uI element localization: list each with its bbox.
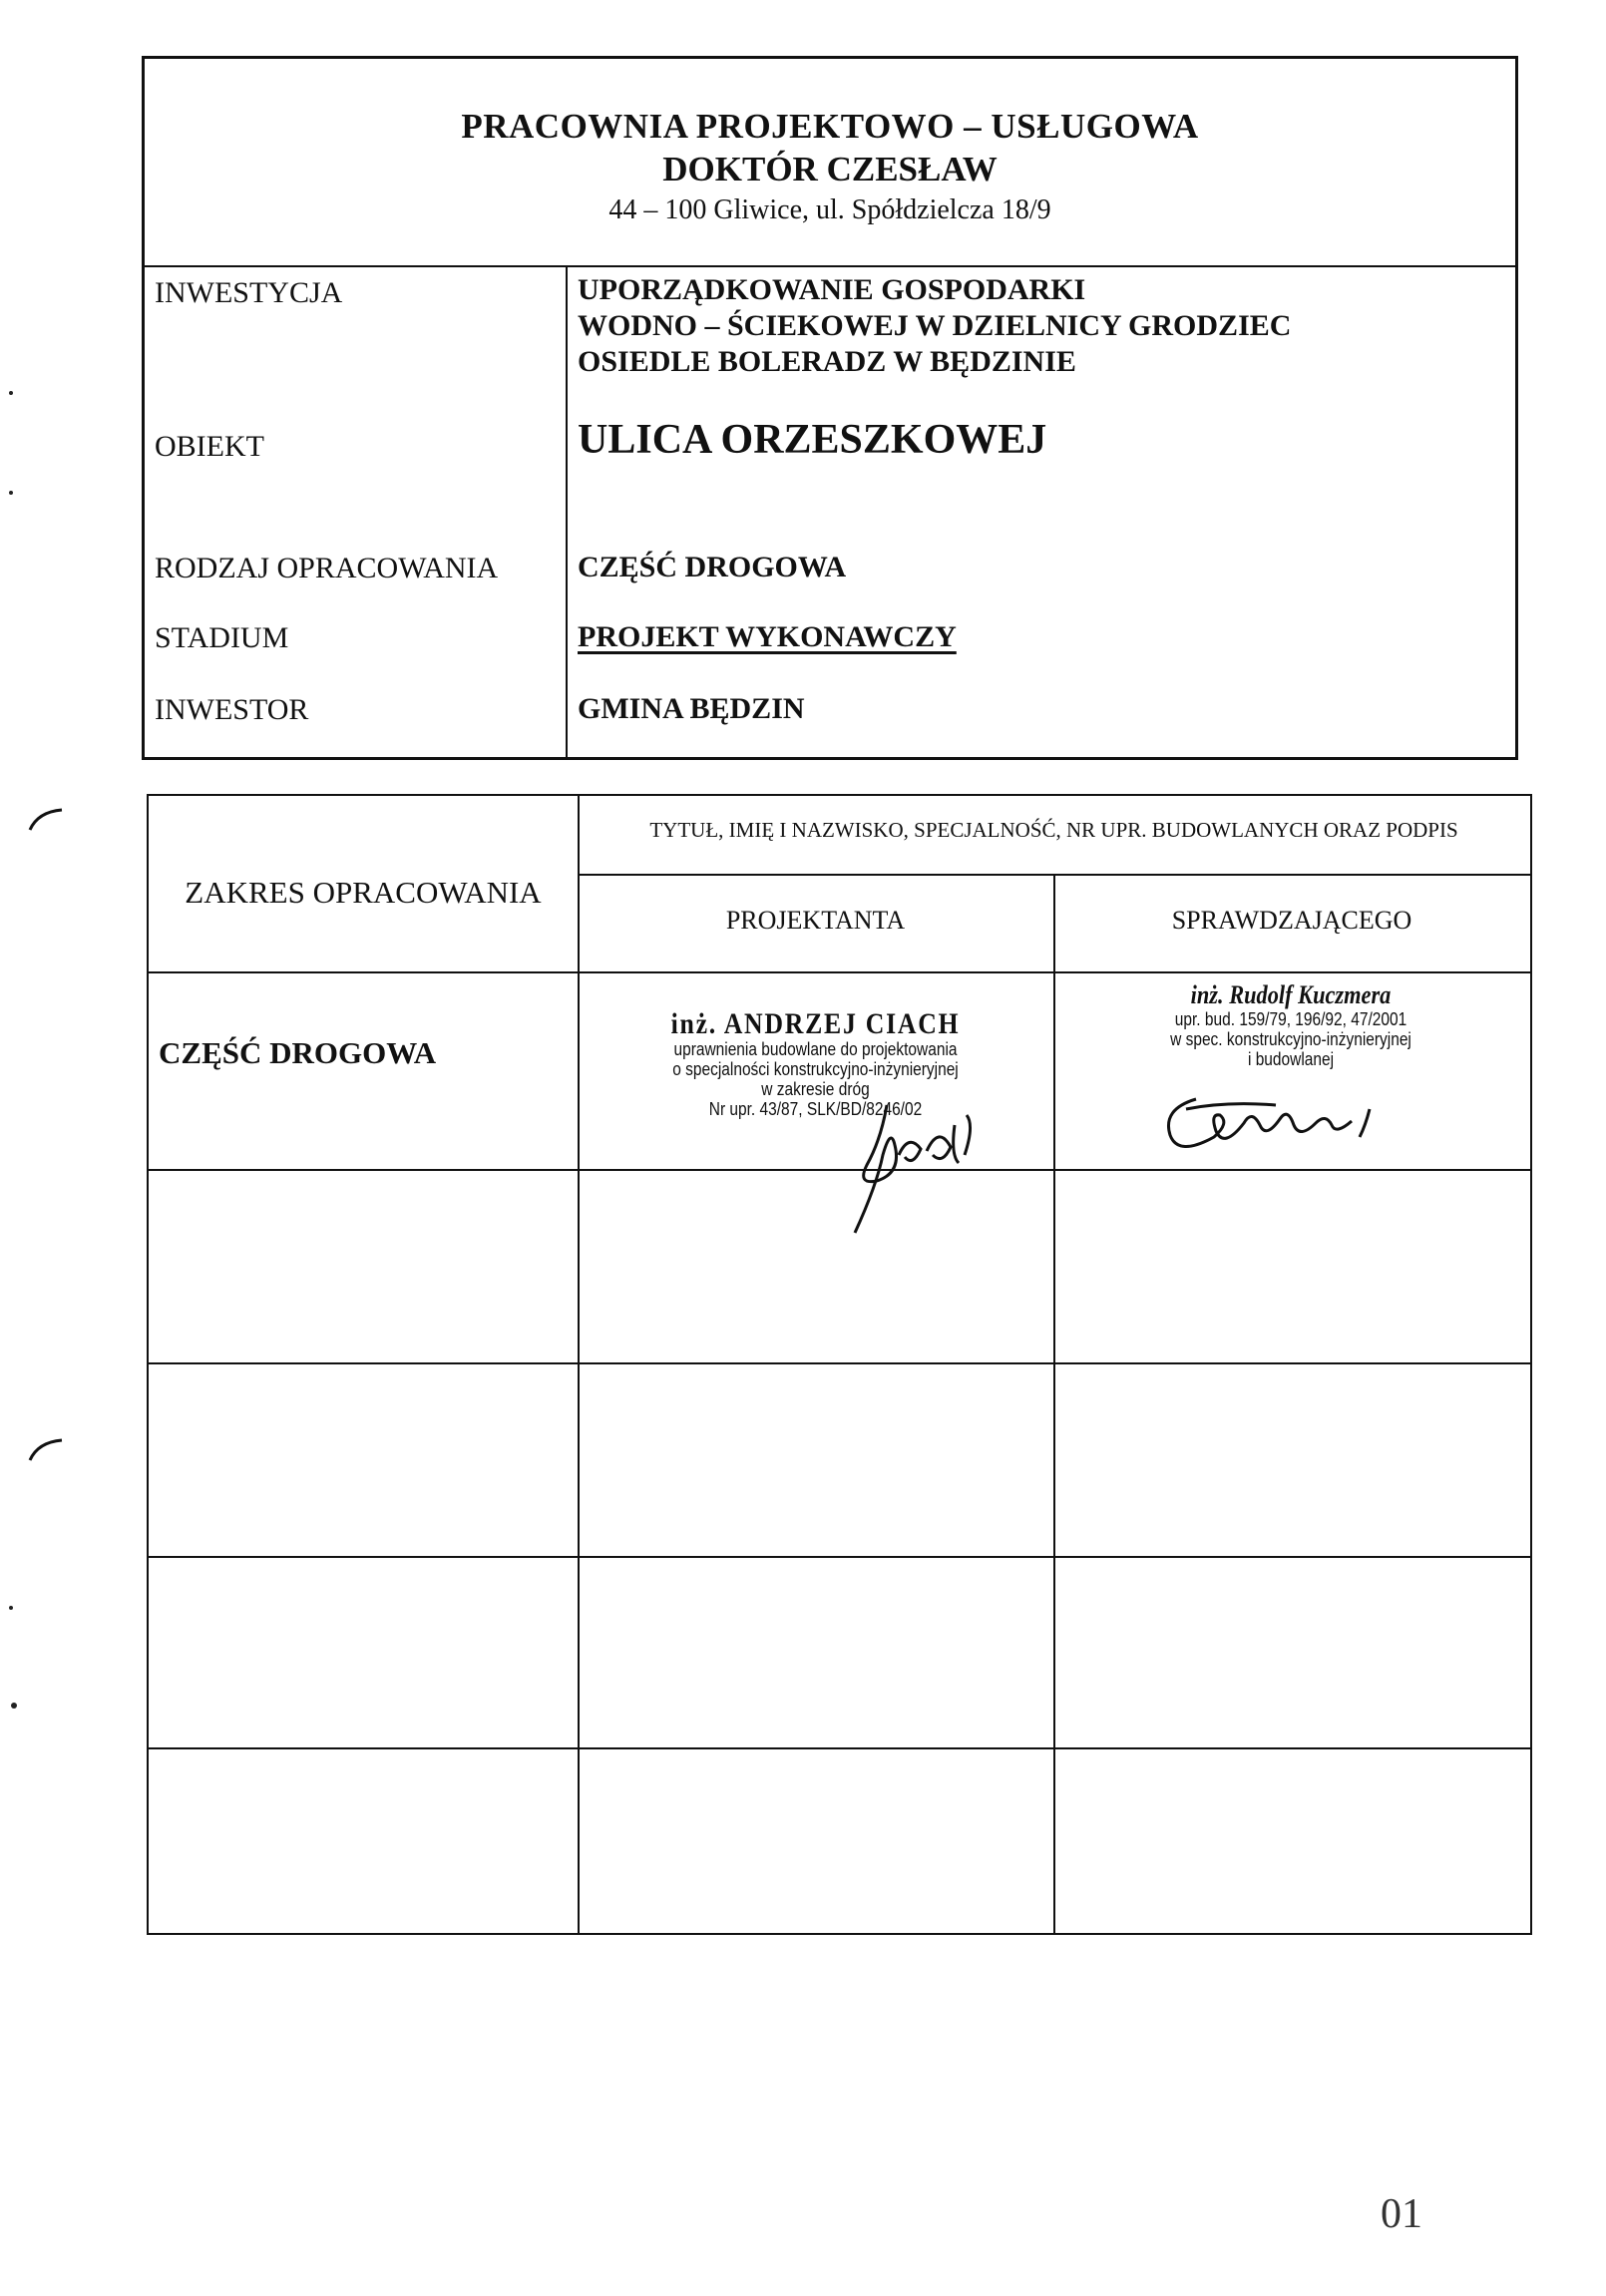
divider — [149, 971, 1530, 973]
divider — [578, 874, 1530, 876]
checker-stamp — [1098, 981, 1484, 1069]
row-scope: CZĘŚĆ DROGOWA — [159, 1035, 437, 1070]
scan-dot — [9, 1606, 13, 1610]
obiekt-label: OBIEKT — [155, 430, 264, 463]
rodzaj-value: CZĘŚĆ DROGOWA — [578, 551, 847, 583]
margin-mark — [28, 804, 68, 834]
stadium-label: STADIUM — [155, 621, 289, 654]
stamp-line: w spec. konstrukcyjno-inżynieryjnej — [1170, 1029, 1411, 1049]
scope-header: ZAKRES OPRACOWANIA — [185, 875, 542, 910]
stamp-line: w zakresie dróg — [761, 1079, 870, 1099]
designer-signature — [847, 1085, 1026, 1235]
divider — [145, 265, 1515, 267]
divider — [578, 796, 580, 1933]
inwestycja-label: INWESTYCJA — [155, 276, 343, 309]
checker-name: inż. Rudolf Kuczmera — [1190, 980, 1392, 1009]
inwestycja-value — [578, 272, 1291, 380]
inwestycja-line: UPORZĄDKOWANIE GOSPODARKI — [578, 273, 1086, 306]
inwestycja-line: OSIEDLE BOLERADZ W BĘDZINIE — [578, 345, 1076, 378]
stamp-line: upr. bud. 159/79, 196/92, 47/2001 — [1174, 1009, 1407, 1029]
divider — [149, 1169, 1530, 1171]
divider — [149, 1556, 1530, 1558]
page-number: 01 — [1381, 2191, 1422, 2237]
stamp-line: i budowlanej — [1247, 1049, 1335, 1069]
rodzaj-label: RODZAJ OPRACOWANIA — [155, 552, 499, 584]
inwestycja-line: WODNO – ŚCIEKOWEJ W DZIELNICY GRODZIEC — [578, 309, 1292, 342]
checker-header: SPRAWDZAJĄCEGO — [1171, 906, 1412, 935]
title-block — [142, 56, 1518, 760]
obiekt-value: ULICA ORZESZKOWEJ — [578, 417, 1047, 463]
checker-signature — [1156, 1079, 1396, 1169]
divider — [149, 1747, 1530, 1749]
stamp-line: o specjalności konstrukcyjno-inżynieryjnej — [672, 1059, 959, 1079]
table-caption: TYTUŁ, IMIĘ I NAZWISKO, SPECJALNOŚĆ, NR UPR. BUDOWLANYCH ORAZ PODPIS — [649, 818, 1458, 842]
stamp-line: Nr upr. 43/87, SLK/BD/8246/02 — [708, 1099, 923, 1119]
designer-header: PROJEKTANTA — [725, 906, 906, 935]
inwestor-label: INWESTOR — [155, 693, 309, 726]
scan-dot — [9, 391, 13, 395]
inwestor-value: GMINA BĘDZIN — [578, 692, 805, 725]
margin-mark — [28, 1434, 68, 1464]
designer-name: inż. ANDRZEJ CIACH — [670, 1007, 961, 1040]
divider — [1053, 874, 1055, 1933]
stamp-line: uprawnienia budowlane do projektowania — [673, 1039, 958, 1059]
scan-dot — [9, 491, 13, 495]
firm-name: PRACOWNIA PROJEKTOWO – USŁUGOWA — [461, 107, 1199, 146]
signature-table — [147, 794, 1532, 1935]
scan-dot — [11, 1703, 17, 1709]
firm-owner: DOKTÓR CZESŁAW — [662, 150, 998, 189]
stadium-value: PROJEKT WYKONAWCZY — [578, 620, 957, 653]
divider — [149, 1362, 1530, 1364]
divider — [566, 265, 568, 757]
firm-address: 44 – 100 Gliwice, ul. Spółdzielcza 18/9 — [608, 194, 1051, 225]
